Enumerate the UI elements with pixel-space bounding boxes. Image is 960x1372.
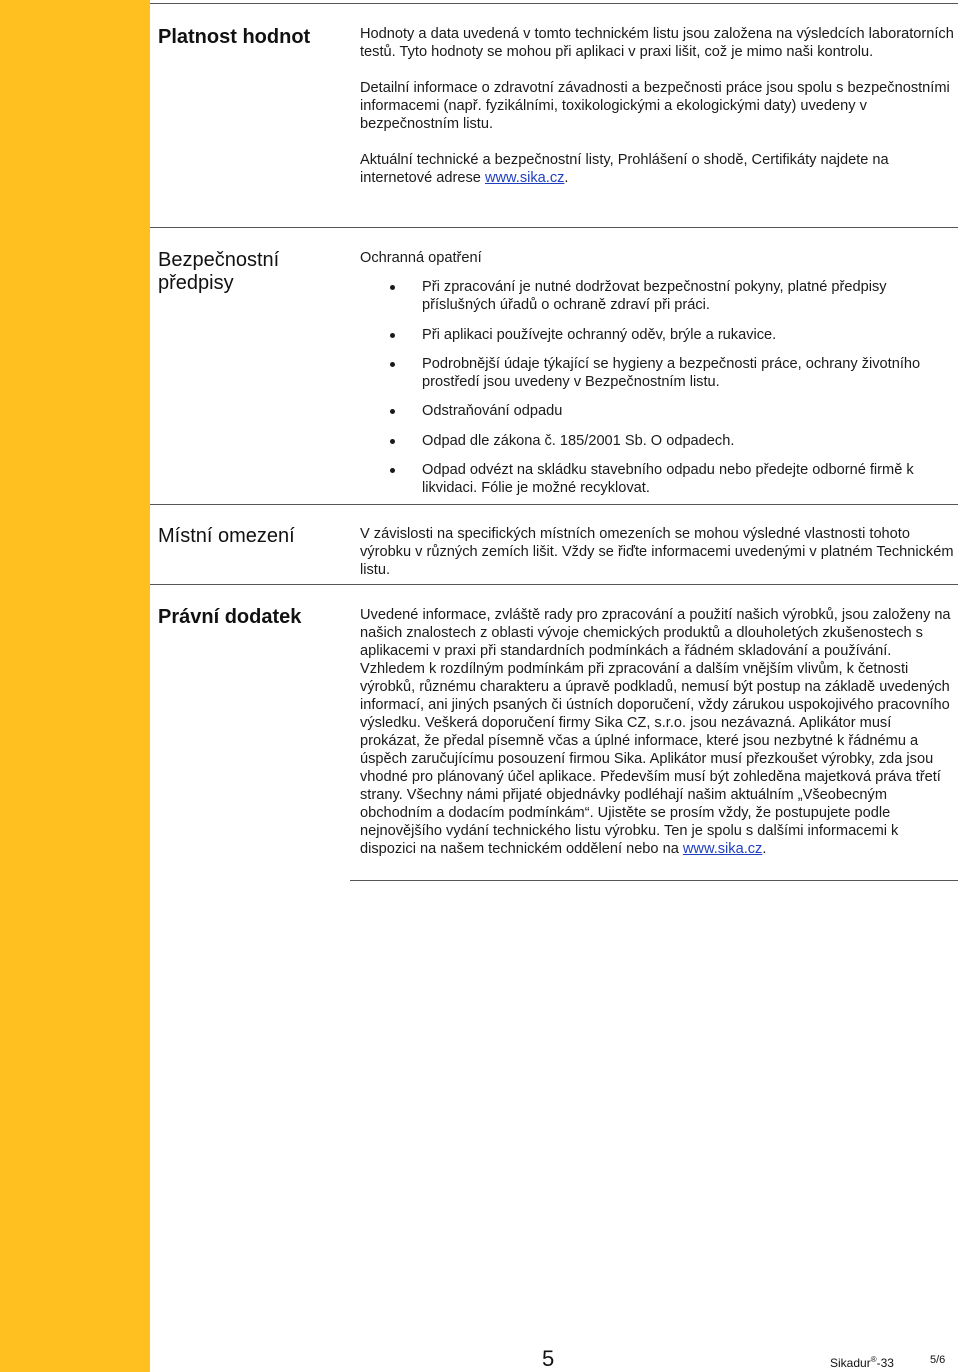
bullet-text: Odstraňování odpadu: [422, 403, 563, 419]
section-title-validity: Platnost hodnot: [158, 26, 311, 48]
validity-paragraph-1: Hodnoty a data uvedená v tomto technickém listu jsou založena na výsledcích laboratorních testů. Tyto hodnoty se mohou při aplikaci v praxi lišit, což je mimo naši kontrolu.: [360, 26, 954, 60]
footer-product: Sikadur: [830, 1356, 871, 1370]
legal-text: [360, 606, 955, 858]
divider-legal: [150, 584, 958, 585]
divider-bottom: [350, 880, 958, 881]
divider-safety: [150, 227, 958, 228]
legal-text-suffix: .: [762, 841, 767, 857]
section-title-safety: [158, 249, 343, 295]
sika-link[interactable]: www.sika.cz: [484, 170, 565, 186]
footer-page-number: 5: [542, 1346, 555, 1371]
validity-text: [360, 25, 955, 187]
yellow-sidebar: [0, 0, 150, 1372]
legal-text-body: Uvedené informace, zvláště rady pro zpracování a použití našich výrobků, jsou založeny na našich znalostech z oblasti vývoje chemických produktů a dlouholetých zkušenostech s aplikacemi v praxi při standardních podmínkách a řádném skladování a používání. Vzhledem k rozdílným podmínkám při zpracování a dalším vnějším vlivům, k četnosti výrobků, různému charakteru a úpravě podkladů, nemusí být postup na základě uvedených informací, ani jiných psaných či ústních doporučení, vždy zárukou uspokojivého pracovního výsledku. Veškerá doporučení firmy Sika CZ, s.r.o. jsou nezávazná. Aplikátor musí prokázat, že předal písemně včas a úplné informace, které jsou nezbytné k řádnému a úspěch zaručujícímu posouzení firmou Sika. Aplikátor musí přezkoušet výrobky, zda jsou vhodné pro plánovaný účel aplikace. Především musí být zohleděna majetková práva třetí strany. Všechny námi přijaté objednávky podléhají našim aktuálním „Všeobecným obchodním a dodacím podmínkám“. Ujistěte se prosím vždy, že postupujete podle nejnovějšího vydání technického listu výrobku. Ten je spolu s dalšími informacemi k dispozici na našem technickém oddělení nebo na: [360, 607, 951, 857]
section-title-safety-line2: předpisy: [158, 272, 234, 294]
safety-subheading: Ochranná opatření: [360, 250, 482, 266]
bullet-text: Podrobnější údaje týkající se hygieny a bezpečnosti práce, ochrany životního prostředí jsou uvedeny v Bezpečnostním listu.: [422, 356, 921, 390]
bullet-icon: [390, 439, 395, 444]
bullet-text: Při zpracování je nutné dodržovat bezpečnostní pokyny, platné předpisy příslušných úřadů o ochraně zdraví při práci.: [422, 279, 887, 313]
local-text: V závislosti na specifických místních omezeních se mohou výsledné vlastnosti tohoto výrobku v různých zemích lišit. Vždy se řiďte informacemi uvedenými v platném Technickém listu.: [360, 526, 954, 578]
validity-paragraph-3: [360, 151, 955, 187]
section-title-legal: Právní dodatek: [158, 606, 302, 628]
section-title-local: Místní omezení: [158, 525, 295, 547]
footer-product-name: [830, 1355, 894, 1370]
sika-link[interactable]: www.sika.cz: [682, 841, 763, 857]
footer-page-of: 5/6: [930, 1354, 946, 1366]
registered-mark: ®: [870, 1355, 877, 1364]
divider-top: [150, 3, 958, 4]
document-page: [150, 0, 960, 1372]
validity-paragraph-3-suffix: .: [564, 170, 569, 186]
bullet-text: Při aplikaci používejte ochranný oděv, brýle a rukavice.: [422, 327, 777, 343]
bullet-icon: [390, 409, 395, 414]
bullet-text: Odpad dle zákona č. 185/2001 Sb. O odpadech.: [422, 433, 735, 449]
divider-local: [150, 504, 958, 505]
bullet-text: Odpad odvézt na skládku stavebního odpadu nebo předejte odborné firmě k likvidaci. Fólie je možné recyklovat.: [422, 462, 914, 496]
footer-product-suffix: -33: [876, 1356, 894, 1370]
bullet-icon: [390, 362, 395, 367]
bullet-icon: [390, 285, 395, 290]
validity-paragraph-2: Detailní informace o zdravotní závadnosti a bezpečnosti práce jsou spolu s bezpečnostními informacemi (např. fyzikálními, toxikologickými a ekologickými daty) uvedeny v bezpečnostním listu.: [360, 80, 950, 132]
bullet-icon: [390, 468, 395, 473]
section-title-safety-line1: Bezpečnostní: [158, 249, 280, 271]
validity-paragraph-3-text: Aktuální technické a bezpečnostní listy, Prohlášení o shodě, Certifikáty najdete na internetové adrese: [360, 152, 889, 186]
bullet-icon: [390, 333, 395, 338]
